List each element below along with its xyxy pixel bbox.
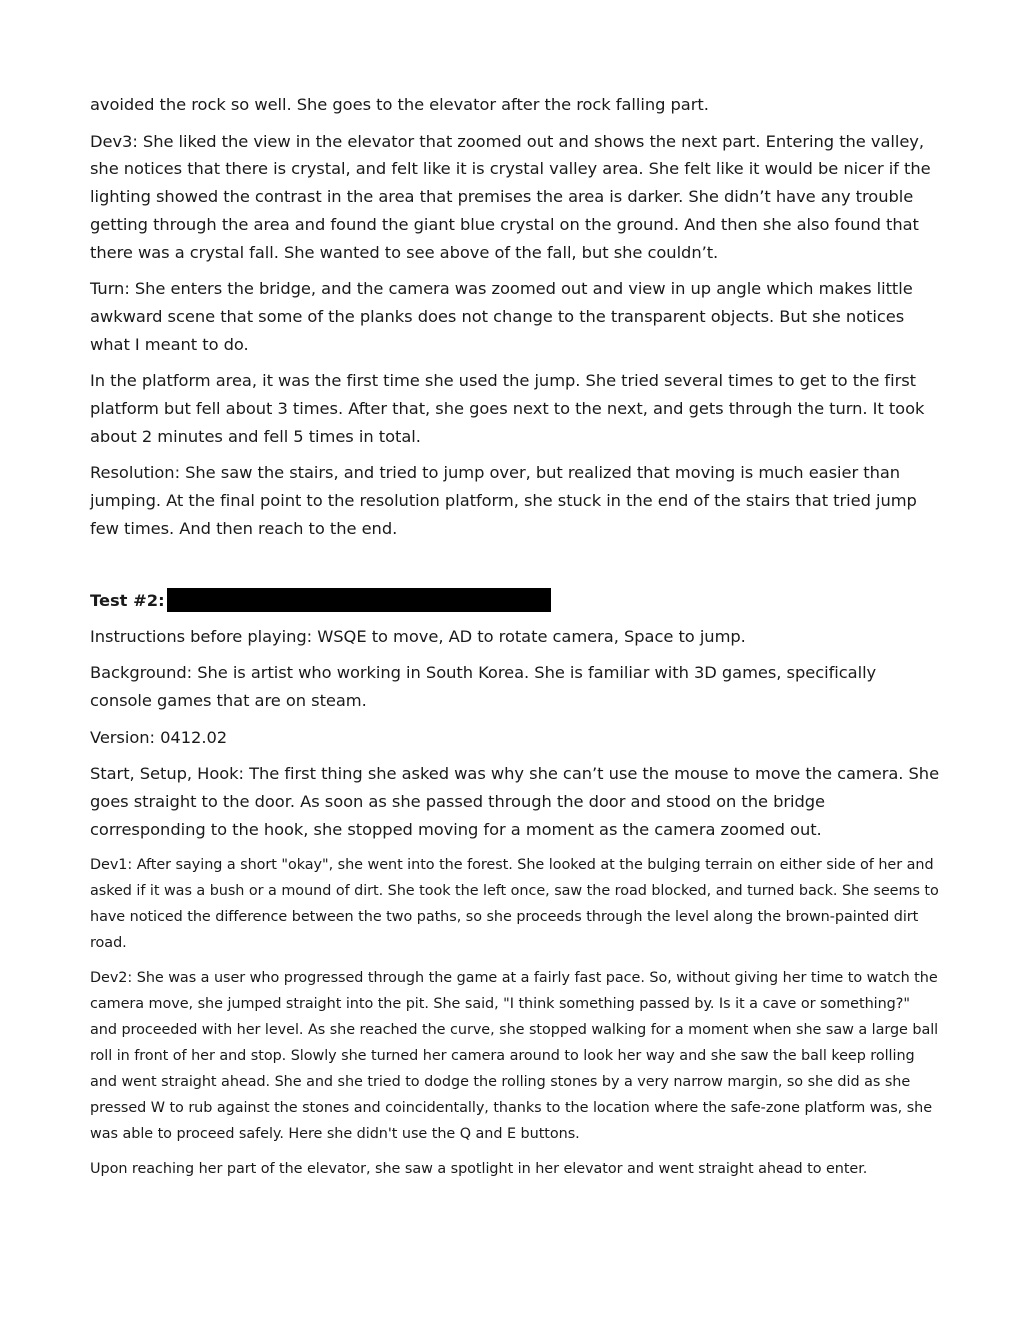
- paragraph-turn: Turn: She enters the bridge, and the camera was zoomed out and view in up angle which makes little awkward scene that some of the planks does not change to the transparent objects. But she notices what I meant to do.: [90, 279, 913, 354]
- paragraph-platform-area: In the platform area, it was the first time she used the jump. She tried several times to get to the first platform but fell about 3 times. After that, she goes next to the next, and gets through the turn. It took about 2 minutes and fell 5 times in total.: [90, 371, 925, 446]
- paragraph-rock-elevator: avoided the rock so well. She goes to the elevator after the rock falling part.: [90, 95, 709, 114]
- paragraph-version: Version: 0412.02: [90, 727, 228, 747]
- paragraph-resolution: Resolution: She saw the stairs, and tried to jump over, but realized that moving is much easier than jumping. At the final point to the resolution platform, she stuck in the end of the stairs that tried jump few times. And then reach to the end.: [90, 463, 917, 538]
- redaction-bar: [167, 588, 551, 612]
- paragraph-start-setup-hook: Start, Setup, Hook: The first thing she asked was why she can’t use the mouse to move the camera. She goes straight to the door. As soon as she passed through the door and stood on the bridge corresponding to the hook, she stopped moving for a moment as the camera zoomed out.: [90, 764, 940, 839]
- paragraph-dev2: Dev2: She was a user who progressed through the game at a fairly fast pace. So, without giving her time to watch the camera move, she jumped straight into the pit. She said, "I think something passed by. Is it a cave or something?" and proceeded with her level. As she reached the curve, she stopped walking for a moment when she saw a large ball roll in front of her and stop. Slowly she turned her camera around to look her way and she saw the ball keep rolling and went straight ahead. She and she tried to dodge the rolling stones by a very narrow margin, so she did as she pressed W to rub against the stones and coincidentally, thanks to the location where the safe-zone platform was, she was able to proceed safely. Here she didn't use the Q and E buttons.: [90, 970, 939, 1143]
- paragraph-dev3: Dev3: She liked the view in the elevator that zoomed out and shows the next part. Entering the valley, she notices that there is crystal, and felt like it is crystal valley area. She felt like it would be nicer if the lighting showed the contrast in the area that premises the area is darker. She didn’t have any trouble getting through the area and found the giant blue crystal on the ground. And then she also found that there was a crystal fall. She wanted to see above of the fall, but she couldn’t.: [90, 131, 931, 262]
- test2-heading-row: [90, 587, 940, 614]
- document-page: [90, 91, 940, 1191]
- paragraph-instructions: Instructions before playing: WSQE to move, AD to rotate camera, Space to jump.: [90, 626, 746, 646]
- test2-heading: Test #2:: [90, 590, 165, 610]
- paragraph-dev1: Dev1: After saying a short "okay", she went into the forest. She looked at the bulging terrain on either side of her and asked if it was a bush or a mound of dirt. She took the left once, saw the road blocked, and turned back. She seems to have noticed the difference between the two paths, so she proceeds through the level along the brown-painted dirt road.: [90, 857, 939, 952]
- paragraph-background: Background: She is artist who working in South Korea. She is familiar with 3D games, specifically console games that are on steam.: [90, 663, 877, 710]
- paragraph-elevator: Upon reaching her part of the elevator, she saw a spotlight in her elevator and went straight ahead to enter.: [90, 1161, 868, 1178]
